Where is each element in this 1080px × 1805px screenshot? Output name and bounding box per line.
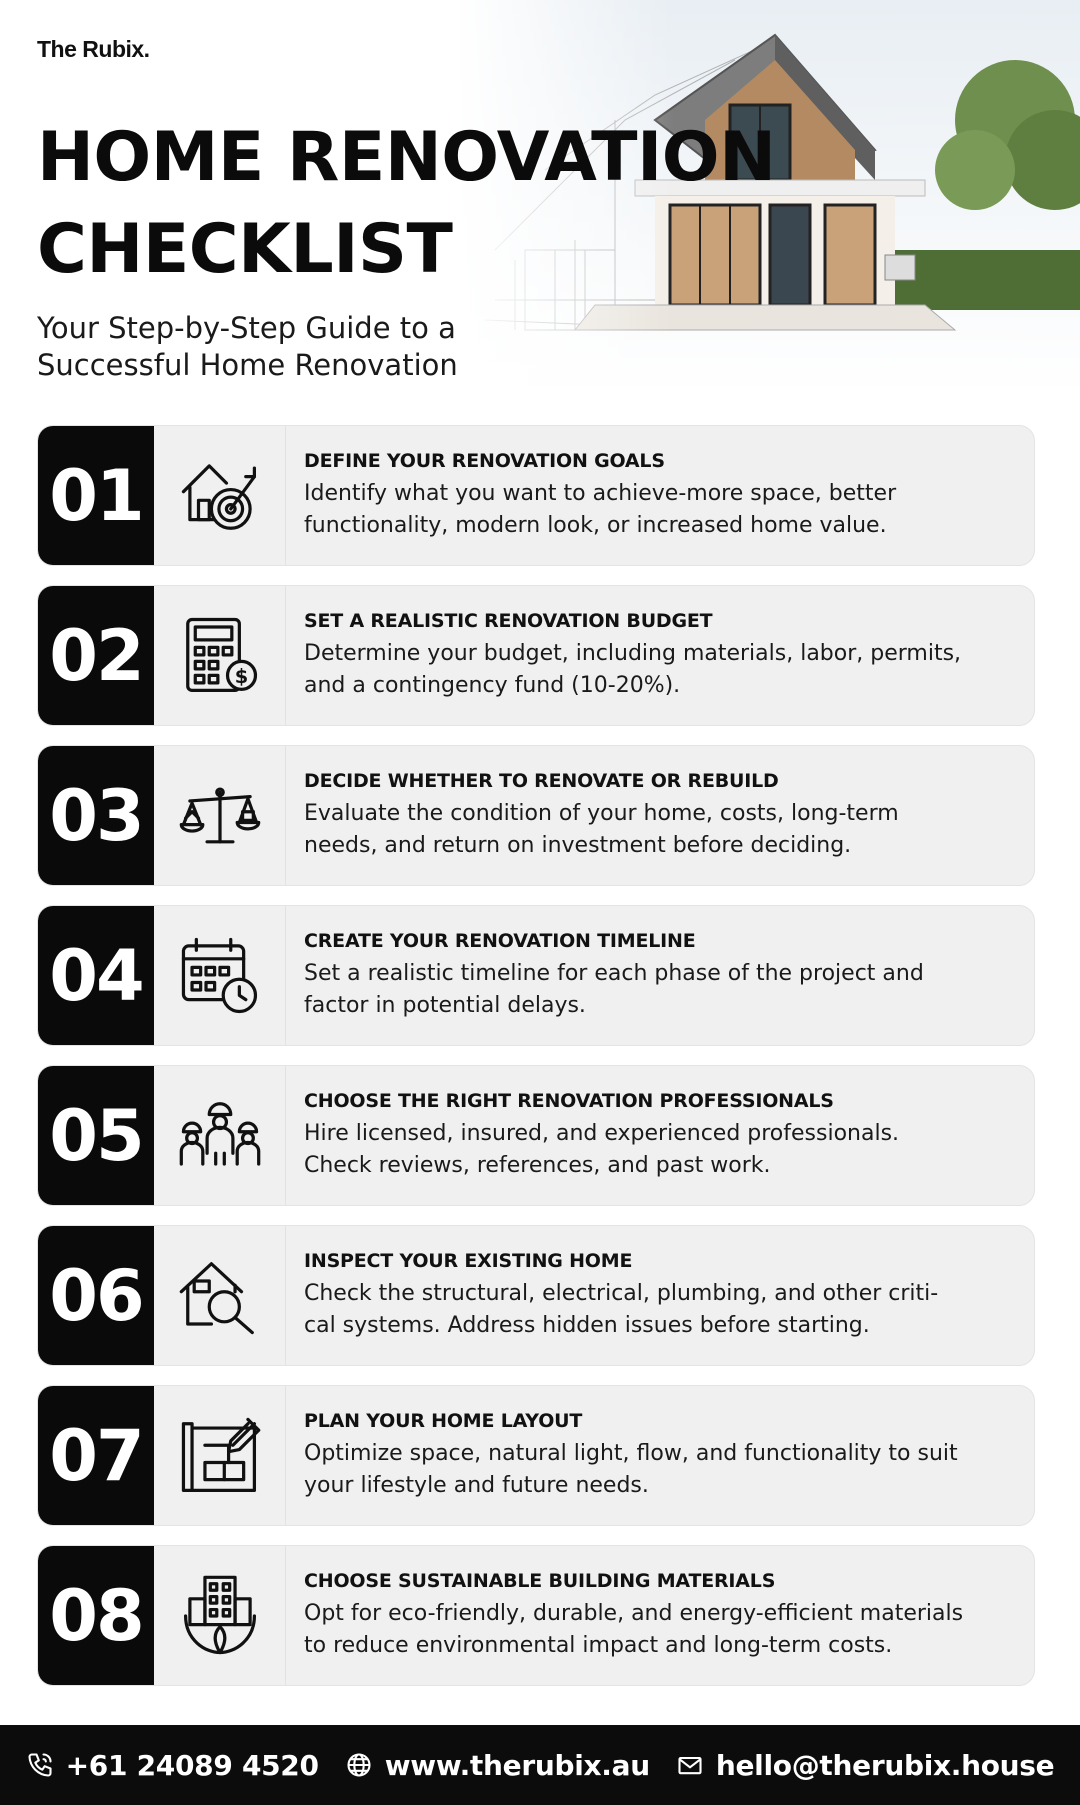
step-title: DEFINE YOUR RENOVATION GOALS — [304, 449, 665, 472]
step-title: CHOOSE SUSTAINABLE BUILDING MATERIALS — [304, 1569, 776, 1592]
step-content — [286, 1546, 975, 1685]
step-number: 08 — [38, 1546, 154, 1685]
step-description-line: to reduce environmental impact and long-term costs. — [304, 1632, 893, 1658]
step-description-line: your lifestyle and future needs. — [304, 1472, 649, 1498]
step-description-line: Set a realistic timeline for each phase of the project and — [304, 960, 924, 986]
step-description-line: needs, and return on investment before deciding. — [304, 832, 852, 858]
phone-contact[interactable] — [26, 1749, 319, 1782]
step-number: 05 — [38, 1066, 154, 1205]
eco-building-icon — [154, 1546, 286, 1685]
step-content — [286, 1226, 950, 1365]
step-description-line: Determine your budget, including materials, labor, permits, — [304, 640, 962, 666]
step-title: CREATE YOUR RENOVATION TIMELINE — [304, 929, 696, 952]
step-description-line: cal systems. Address hidden issues before starting. — [304, 1312, 870, 1338]
checklist-item-01 — [37, 425, 1035, 566]
brand-logo: The Rubix. — [37, 36, 150, 62]
checklist-item-04 — [37, 905, 1035, 1046]
step-description-line: Identify what you want to achieve-more space, better — [304, 480, 897, 506]
house-magnifier-icon — [154, 1226, 286, 1365]
step-title: PLAN YOUR HOME LAYOUT — [304, 1409, 583, 1432]
step-content — [286, 586, 973, 725]
checklist-item-03 — [37, 745, 1035, 886]
step-description — [304, 478, 896, 542]
step-description-line: Check the structural, electrical, plumbing, and other criti- — [304, 1280, 939, 1306]
checklist-item-06 — [37, 1225, 1035, 1366]
website-link: www.therubix.au — [384, 1748, 650, 1782]
subtitle-line-1: Your Step-by-Step Guide to a — [37, 311, 456, 345]
step-description-line: Optimize space, natural light, flow, and functionality to suit — [304, 1440, 958, 1466]
step-number: 06 — [38, 1226, 154, 1365]
step-description — [304, 1118, 899, 1182]
globe-icon — [345, 1751, 373, 1779]
blueprint-pencil-icon — [154, 1386, 286, 1525]
checklist — [37, 425, 1035, 1705]
step-content — [286, 906, 936, 1045]
step-description-line: Evaluate the condition of your home, costs, long-term — [304, 800, 899, 826]
step-number: 04 — [38, 906, 154, 1045]
checklist-item-05 — [37, 1065, 1035, 1206]
email-address: hello@therubix.house — [715, 1748, 1055, 1782]
step-title: INSPECT YOUR EXISTING HOME — [304, 1249, 633, 1272]
step-description — [304, 798, 899, 862]
step-description — [304, 1598, 963, 1662]
house-target-icon — [154, 426, 286, 565]
checklist-item-02 — [37, 585, 1035, 726]
step-description-line: Opt for eco-friendly, durable, and energy-efficient materials — [304, 1600, 964, 1626]
page-title — [37, 112, 775, 296]
workers-team-icon — [154, 1066, 286, 1205]
email-contact[interactable] — [676, 1749, 1055, 1782]
svg-text:$: $ — [234, 664, 248, 688]
step-description — [304, 1438, 958, 1502]
phone-icon — [26, 1751, 54, 1779]
calculator-dollar-icon — [154, 586, 286, 725]
step-description-line: and a contingency fund (10-20%). — [304, 672, 681, 698]
checklist-item-07 — [37, 1385, 1035, 1526]
step-number: 07 — [38, 1386, 154, 1525]
step-description-line: factor in potential delays. — [304, 992, 586, 1018]
step-description-line: functionality, modern look, or increased home value. — [304, 512, 887, 538]
step-description-line: Hire licensed, insured, and experienced professionals. — [304, 1120, 900, 1146]
step-content — [286, 1386, 970, 1525]
checklist-item-08 — [37, 1545, 1035, 1686]
title-line-2: CHECKLIST — [37, 210, 453, 289]
step-number: 02 — [38, 586, 154, 725]
step-title: DECIDE WHETHER TO RENOVATE OR REBUILD — [304, 769, 779, 792]
mail-icon — [676, 1751, 704, 1779]
step-content — [286, 1066, 911, 1205]
step-content — [286, 746, 911, 885]
page-subtitle — [37, 310, 557, 384]
contact-footer — [0, 1725, 1080, 1805]
calendar-clock-icon — [154, 906, 286, 1045]
title-line-1: HOME RENOVATION — [37, 118, 776, 197]
subtitle-line-2: Successful Home Renovation — [37, 348, 458, 382]
website-contact[interactable] — [345, 1749, 650, 1782]
step-content — [286, 426, 908, 565]
balance-scale-icon — [154, 746, 286, 885]
step-description — [304, 1278, 938, 1342]
step-number: 03 — [38, 746, 154, 885]
step-title: SET A REALISTIC RENOVATION BUDGET — [304, 609, 713, 632]
step-title: CHOOSE THE RIGHT RENOVATION PROFESSIONALS — [304, 1089, 834, 1112]
phone-number: +61 24089 4520 — [65, 1748, 319, 1782]
step-description — [304, 638, 961, 702]
step-description — [304, 958, 924, 1022]
step-number: 01 — [38, 426, 154, 565]
step-description-line: Check reviews, references, and past work. — [304, 1152, 771, 1178]
